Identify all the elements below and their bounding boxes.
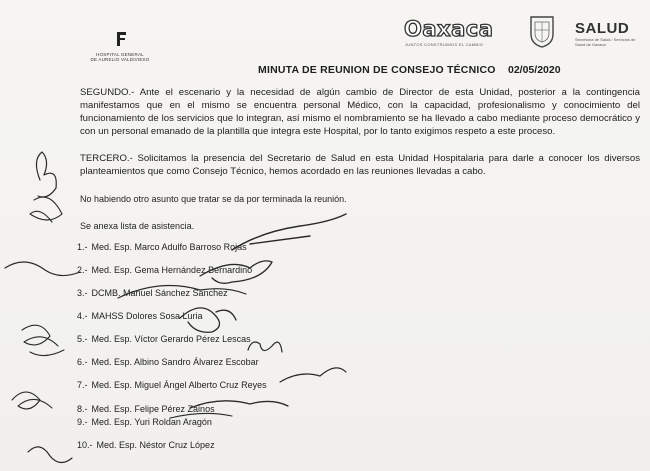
- salud-subtitle: Secretaría de Salud / Servicios de Salud de Oaxaca: [575, 37, 636, 47]
- document-title: MINUTA DE REUNION DE CONSEJO TÉCNICO: [258, 64, 496, 76]
- margin-signature: [28, 447, 72, 463]
- attendee-number: 6.-: [77, 357, 88, 367]
- attendee-item: [77, 242, 247, 252]
- hospital-name: [80, 52, 160, 62]
- signature-7: [280, 368, 346, 382]
- attendance-note: Se anexa lista de asistencia.: [80, 221, 195, 231]
- attendee-number: 3.-: [77, 288, 88, 298]
- attendee-item: [77, 404, 215, 414]
- oaxaca-slogan: JUNTOS CONSTRUIMOS EL CAMBIO: [405, 42, 484, 47]
- attendee-item: [77, 380, 267, 390]
- paragraph-segundo: SEGUNDO.- Ante el escenario y la necesidad de algún cambio de Director de esta Unidad, posterior a la contingencia manifestamos que en el mismo se encuentra personal Médico, con la capacidad, profesionalismo y conocimiento del funcionamiento de los servicios que lo integran, así mismo el nombramiento se ha llevado a cabo mediante proceso democrático y con un personal emanado de la plantilla que integra este Hospital, por lo tanto exigimos respeto a este proceso.: [80, 87, 640, 137]
- document-date: 02/05/2020: [508, 64, 561, 76]
- hospital-line-1: HOSPITAL GENERAL: [96, 52, 144, 57]
- attendee-number: 10.-: [77, 440, 93, 450]
- attendee-name: MAHSS Dolores Sosa Luria: [91, 311, 203, 321]
- attendee-number: 8.-: [77, 404, 88, 414]
- attendee-number: 7.-: [77, 380, 88, 390]
- salud-logo: SALUD: [575, 20, 630, 37]
- attendee-number: 9.-: [77, 417, 88, 427]
- attendee-item: [77, 265, 252, 275]
- attendee-item: [77, 357, 259, 367]
- attendee-item: [77, 334, 251, 344]
- attendee-item: [77, 311, 203, 321]
- closing-statement: No habiendo otro asunto que tratar se da por terminada la reunión.: [80, 194, 347, 204]
- attendee-name: Med. Esp. Gema Hernández Bernardino: [91, 265, 253, 275]
- paragraph-tercero: TERCERO.- Solicitamos la presencia del Secretario de Salud en esta Unidad Hospitalaria para darle a conocer los diversos planteamientos que como Consejo Técnico, hemos acordado en las reuniones llevadas a cabo.: [80, 153, 640, 177]
- state-seal-icon: [528, 14, 556, 48]
- attendee-number: 1.-: [77, 242, 88, 252]
- margin-signature: [12, 392, 52, 409]
- attendee-name: Med. Esp. Felipe Pérez Zainos: [91, 404, 215, 414]
- attendee-name: Med. Esp. Albino Sandro Álvarez Escobar: [91, 357, 259, 367]
- attendee-number: 2.-: [77, 265, 88, 275]
- attendee-item: [77, 417, 212, 427]
- oaxaca-logo: Oaxaca: [404, 17, 494, 41]
- hospital-line-2: DE AURELIO VALDIVIESO: [90, 57, 150, 62]
- margin-signature: [36, 152, 56, 197]
- hospital-logo-icon: [113, 30, 129, 48]
- margin-signature: [30, 197, 62, 222]
- attendee-name: Med. Esp. Marco Adulfo Barroso Rojas: [91, 242, 247, 252]
- attendee-item: [77, 288, 228, 298]
- margin-signature: [5, 262, 80, 276]
- attendee-name: Med. Esp. Néstor Cruz López: [96, 440, 215, 450]
- attendee-item: [77, 440, 215, 450]
- signature-6: [248, 342, 282, 352]
- attendee-number: 4.-: [77, 311, 88, 321]
- attendee-number: 5.-: [77, 334, 88, 344]
- attendee-name: Med. Esp. Miguel Ángel Alberto Cruz Reyes: [91, 380, 267, 390]
- attendee-name: Med. Esp. Yuri Roldan Aragón: [91, 417, 212, 427]
- margin-signature: [22, 325, 64, 355]
- attendee-name: Med. Esp. Víctor Gerardo Pérez Lescas: [91, 334, 251, 344]
- attendee-name: DCMB. Manuel Sánchez Sánchez: [91, 288, 228, 298]
